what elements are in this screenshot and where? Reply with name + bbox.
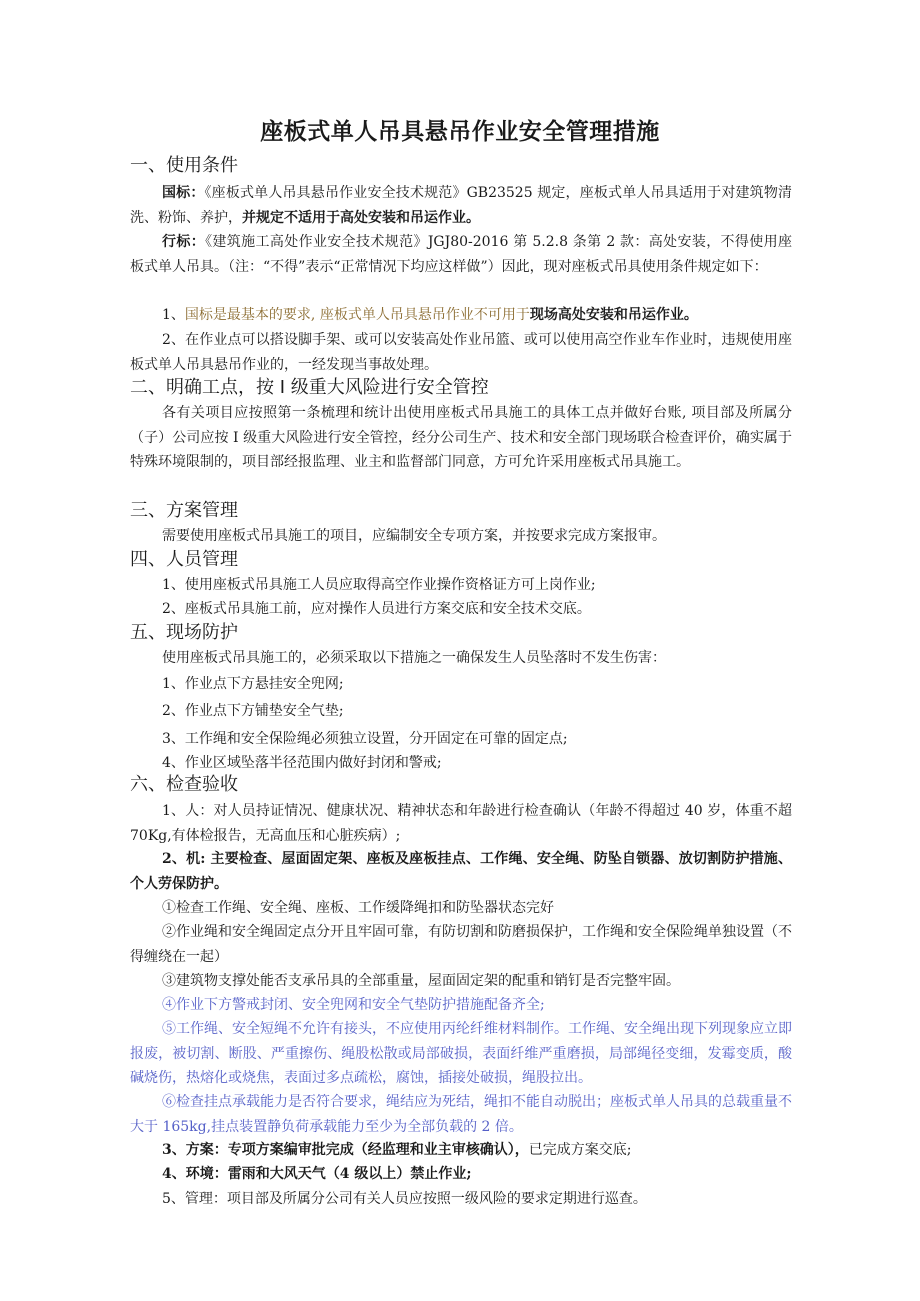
s6-item-2: 2、机: 主要检查、屋面固定架、座板及座板挂点、工作绳、安全绳、防坠自锁器、放切割防护措施、个人劳保防护。 xyxy=(130,851,792,892)
s1-hangbiao-text: 《建筑施工高处作业安全技术规范》JGJ80-2016 第 5.2.8 条第 2 款：高处安装，不得使用座板式单人吊具。（注：“不得”表示“正常情况下均应这样做”）因此，现对座板式吊具使用条件规定如下： xyxy=(130,234,792,275)
s6-check-6: ⑥检查挂点承载能力是否符合要求，绳结应为死结，绳扣不能自动脱出；座板式单人吊具的总载重量不大于 165kg,挂点装置静负荷承载能力至少为全部负载的 2 倍。 xyxy=(130,1094,792,1135)
s4-item-1: 1、使用座板式吊具施工人员应取得高空作业操作资格证方可上岗作业; xyxy=(162,577,596,593)
s1-hangbiao-label: 行标： xyxy=(162,234,206,250)
s1-guobiao-paragraph xyxy=(130,181,792,230)
s5-item-3: 3、工作绳和安全保险绳必须独立设置，分开固定在可靠的固定点; xyxy=(162,731,568,747)
s6-item-3 xyxy=(130,1138,792,1163)
s5-item-2: 2、作业点下方铺垫安全气垫; xyxy=(162,703,344,719)
s5-paragraph: 使用座板式吊具施工的，必须采取以下措施之一确保发生人员坠落时不发生伤害： xyxy=(162,650,666,666)
section-4-heading: 四、人员管理 xyxy=(130,549,238,570)
s1-item-2: 2、在作业点可以搭设脚手架、或可以安装高处作业吊篮、或可以使用高空作业车作业时，违规使用座板式单人吊具悬吊作业的，一经发现当事故处理。 xyxy=(130,332,792,373)
s1-item-1 xyxy=(130,303,792,328)
s6-item-5: 5、管理：项目部及所属分公司有关人员应按照一级风险的要求定期进行巡查。 xyxy=(162,1191,647,1207)
s1-guobiao-bold: 并规定不适用于高处安装和吊运作业。 xyxy=(242,209,480,226)
s6-item-4: 4、环境：雷雨和大风天气（4 级以上）禁止作业; xyxy=(162,1166,472,1182)
s6-item-3-text: 已完成方案交底; xyxy=(528,1142,632,1158)
section-6-heading: 六、检查验收 xyxy=(130,774,238,795)
s2-paragraph: 各有关项目应按照第一条梳理和统计出使用座板式吊具施工的具体工点并做好台账, 项目部及所属分（子）公司应按 I 级重大风险进行安全管控，经分公司生产、技术和安全部门现场联合检查评价，确实属于特殊环境限制的，项目部经报监理、业主和监督部门同意，方可允许采用座板式吊具施工。 xyxy=(130,405,792,470)
s6-check-2: ②作业绳和安全绳固定点分开且牢固可靠，有防切割和防磨损保护，工作绳和安全保险绳单独设置（不得缠绕在一起） xyxy=(130,924,792,965)
s1-guobiao-label: 国标： xyxy=(162,185,205,201)
document-title: 座板式单人吊具悬吊作业安全管理措施 xyxy=(260,119,660,145)
section-1-heading: 一、使用条件 xyxy=(130,155,238,176)
s1-guobiao-text: 《座板式单人吊具悬吊作业安全技术规范》GB23525 规定，座板式单人吊具适用于对建筑物清洗、粉饰、养护， xyxy=(130,185,792,226)
section-3-heading: 三、方案管理 xyxy=(130,500,238,521)
s6-item-3-bold: 3、方案：专项方案编审批完成（经监理和业主审核确认）， xyxy=(162,1142,529,1158)
s5-item-4: 4、作业区域坠落半径范围内做好封闭和警戒; xyxy=(162,755,442,771)
s1-hangbiao-paragraph xyxy=(130,230,792,279)
s1-item-1-bold: 现场高处安装和吊运作业。 xyxy=(529,307,698,323)
s6-check-4: ④作业下方警戒封闭、安全兜网和安全气垫防护措施配备齐全; xyxy=(162,997,545,1013)
section-5-heading: 五、现场防护 xyxy=(130,622,238,643)
s6-check-5: ⑤工作绳、安全短绳不允许有接头，不应使用丙纶纤维材料制作。工作绳、安全绳出现下列现象应立即报废，被切割、断股、严重擦伤、绳股松散或局部破损，表面纤维严重磨损，局部绳径变细，发霉变质，酸碱烧伤，热熔化或烧焦，表面过多点疏松，腐蚀，插接处破损，绳股拉出。 xyxy=(130,1021,792,1086)
s5-item-1: 1、作业点下方悬挂安全兜网; xyxy=(162,676,344,692)
s1-item-1-num: 1、 xyxy=(162,307,185,323)
s6-check-1: ①检查工作绳、安全绳、座板、工作缓降绳扣和防坠器状态完好 xyxy=(162,900,554,916)
section-2-heading: 二、明确工点，按 I 级重大风险进行安全管控 xyxy=(130,377,489,398)
s4-item-2: 2、座板式吊具施工前，应对操作人员进行方案交底和安全技术交底。 xyxy=(162,601,591,617)
s1-item-1-text: 国标是最基本的要求, 座板式单人吊具悬吊作业不可用于 xyxy=(184,307,530,323)
s6-item-1: 1、人：对人员持证情况、健康状况、精神状态和年龄进行检查确认（年龄不得超过 40 岁，体重不超 70Kg,有体检报告，无高血压和心脏疾病）; xyxy=(130,803,792,844)
s6-check-3: ③建筑物支撑处能否支承吊具的全部重量，屋面固定架的配重和销钉是否完整牢固。 xyxy=(162,973,680,989)
s3-paragraph: 需要使用座板式吊具施工的项目，应编制安全专项方案，并按要求完成方案报审。 xyxy=(162,528,666,544)
